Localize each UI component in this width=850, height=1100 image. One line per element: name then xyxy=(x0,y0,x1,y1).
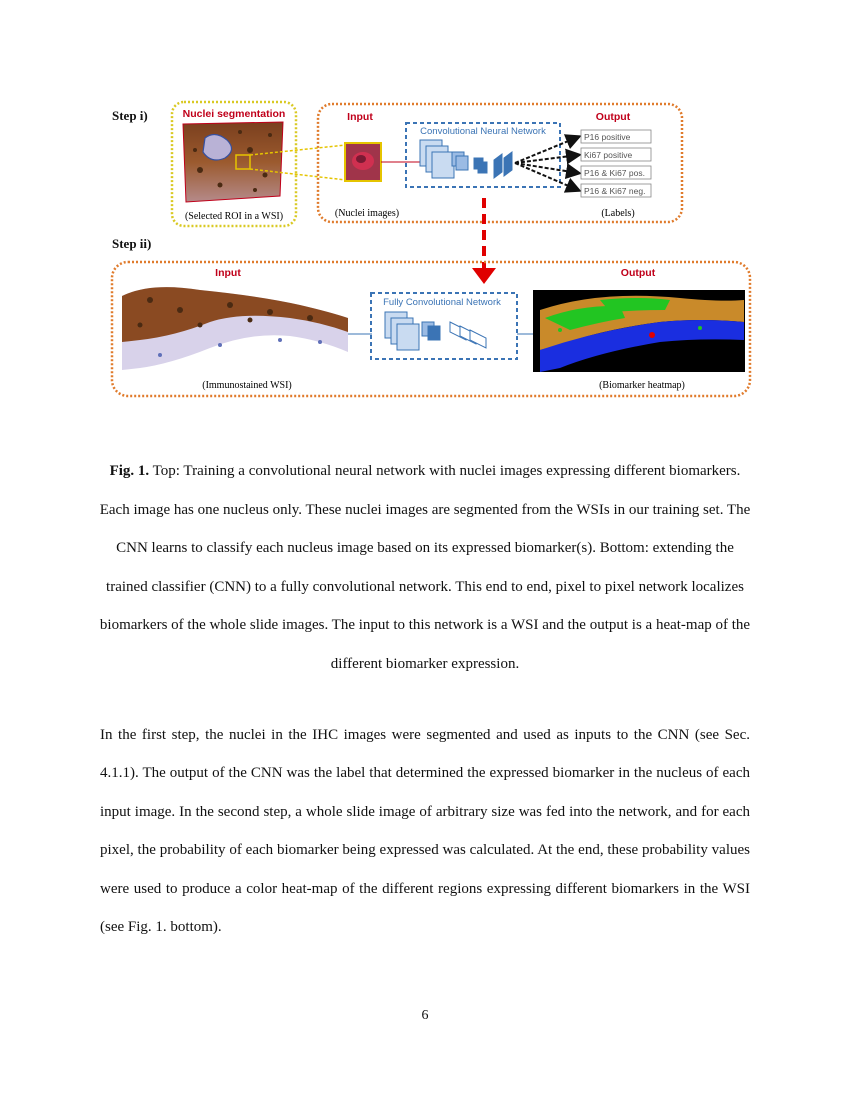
top-training-panel xyxy=(318,104,682,222)
step-2-label: Step ii) xyxy=(112,236,152,251)
wsi-caption: (Immunostained WSI) xyxy=(202,380,292,391)
figure-diagram xyxy=(0,0,850,420)
labels-caption: (Labels) xyxy=(601,208,635,219)
cnn-layers-icon xyxy=(420,140,512,178)
label-p16: P16 positive xyxy=(584,132,631,142)
bottom-output-title: Output xyxy=(620,267,656,279)
body-paragraph: In the first step, the nuclei in the IHC images were segmented and used as inputs to the CNN (see Sec. 4.1.1). The output of the CNN was the label that determined the expressed biomarker in the nucleus of each input image. In the second step, a whole slide image of arbitrary size was fed into the network, and for each pixel, the probability of each biomarker being expressed was calculated. At the end, these probability values were used to produce a color heat-map of the different regions expressing different biomarkers in the WSI (see Fig. 1. bottom). xyxy=(100,727,750,936)
top-input-title: Input xyxy=(347,111,373,123)
output-arrows xyxy=(515,137,578,190)
transfer-arrow xyxy=(472,198,496,284)
fcn-layers-icon xyxy=(385,312,486,350)
step-1-label: Step i) xyxy=(112,108,148,123)
caption-text: Top: Training a convolutional neural network with nuclei images expressing different biomarkers. Each image has one nucleus only. These nuclei images are segmented from the WSIs in our training set. The CNN learns to classify each nucleus image based on its expressed biomarker(s). Bottom: extending the trained classifier (CNN) to a fully convolutional network. This end to end, pixel to pixel network localizes biomarkers of the whole slide images. The input to this network is a WSI and the output is a heat-map of the different biomarker expression. xyxy=(99,463,751,672)
bottom-input-title: Input xyxy=(215,267,241,279)
roi-tissue-image xyxy=(183,122,283,202)
nuclei-segmentation-panel xyxy=(172,102,296,226)
figure-caption xyxy=(96,452,754,684)
label-both-neg: P16 & Ki67 neg. xyxy=(584,186,646,196)
label-boxes xyxy=(581,130,651,197)
nuclei-seg-title: Nuclei segmentation xyxy=(182,108,286,120)
label-both-pos: P16 & Ki67 pos. xyxy=(584,168,645,178)
heatmap-caption: (Biomarker heatmap) xyxy=(599,380,685,391)
caption-label: Fig. 1. xyxy=(109,463,150,479)
fcn-title: Fully Convolutional Network xyxy=(383,297,501,308)
cnn-title: Convolutional Neural Network xyxy=(420,126,546,137)
top-output-title: Output xyxy=(595,111,631,123)
bottom-inference-panel xyxy=(112,262,750,396)
wsi-image xyxy=(122,287,348,370)
roi-caption: (Selected ROI in a WSI) xyxy=(184,211,284,222)
biomarker-heatmap xyxy=(533,290,745,372)
label-ki67: Ki67 positive xyxy=(584,150,633,160)
figure-1 xyxy=(0,0,850,420)
nuclei-caption: (Nuclei images) xyxy=(334,208,400,219)
page-number: 6 xyxy=(421,1008,429,1023)
